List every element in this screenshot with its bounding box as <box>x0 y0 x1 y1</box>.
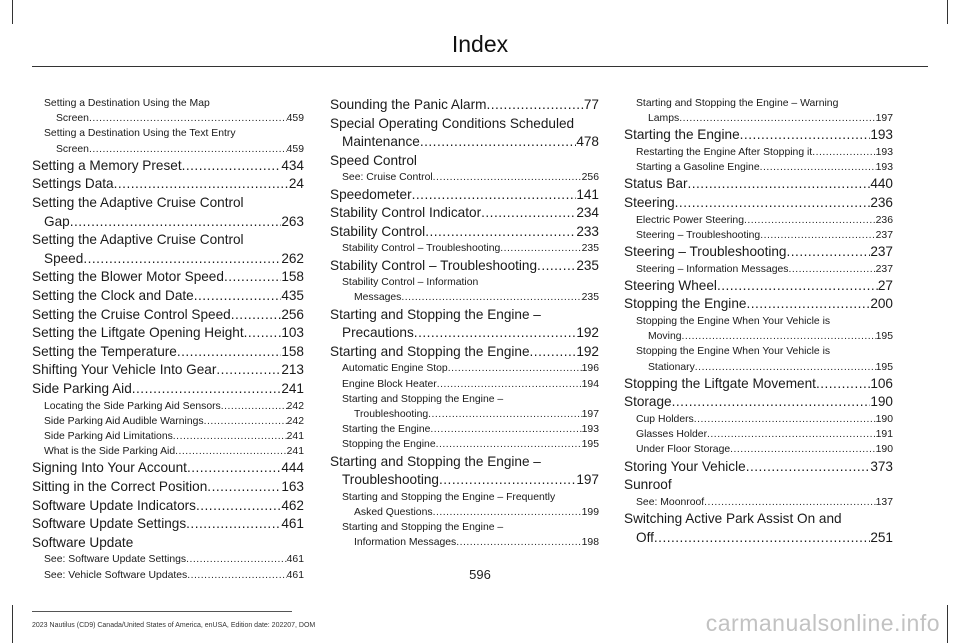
index-page-number[interactable]: 434 <box>281 157 304 173</box>
index-term: Software Update Settings <box>32 516 187 532</box>
leader-dots <box>207 478 281 497</box>
index-term: Stopping the Engine When Your Vehicle is <box>636 346 831 358</box>
leader-dots <box>760 228 875 243</box>
index-term: Stability Control – Information <box>342 277 479 289</box>
leader-dots <box>695 360 876 375</box>
index-page-number[interactable]: 461 <box>281 516 304 532</box>
leader-dots <box>221 399 287 414</box>
leader-dots <box>433 170 582 185</box>
index-page-number[interactable]: 163 <box>281 478 304 494</box>
leader-dots <box>420 133 576 152</box>
index-entry[interactable] <box>32 231 304 268</box>
index-term: Under Floor Storage <box>636 444 731 456</box>
leader-dots <box>132 380 282 399</box>
index-entry[interactable] <box>624 427 893 442</box>
leader-dots <box>672 393 871 412</box>
index-entry[interactable] <box>330 422 599 437</box>
index-entry[interactable] <box>32 126 304 156</box>
leader-dots <box>186 515 281 534</box>
index-page-number[interactable]: 236 <box>870 195 893 210</box>
crop-mark-left-top <box>12 0 13 24</box>
index-term: Starting and Stopping the Engine – <box>330 453 541 469</box>
footer-edition-text: 2023 Nautilus (CD9) Canada/United States of America, enUSA, Edition date: 202207, DOM <box>32 622 316 629</box>
index-term: Restarting the Engine After Stopping it <box>636 147 813 158</box>
index-entry[interactable] <box>330 115 599 152</box>
leader-dots <box>537 257 576 276</box>
index-term: Glasses Holder <box>636 429 708 441</box>
index-term: Steering – Troubleshooting <box>636 229 761 241</box>
leader-dots <box>173 429 287 444</box>
index-entry[interactable] <box>330 453 599 490</box>
crop-mark-left-bottom <box>12 605 13 643</box>
index-page-number[interactable]: 199 <box>581 506 599 518</box>
index-entry[interactable] <box>624 126 893 145</box>
index-term-continued: Information Messages <box>354 537 457 549</box>
leader-dots <box>746 295 870 314</box>
index-term: Special Operating Conditions Scheduled <box>330 115 575 131</box>
index-term: Sitting in the Correct Position <box>32 478 208 494</box>
index-term-continued: Troubleshooting <box>342 472 439 488</box>
index-term: See: Vehicle Software Updates <box>44 569 188 581</box>
leader-dots <box>654 529 870 548</box>
index-term: Switching Active Park Assist On and <box>624 510 842 526</box>
index-term: Starting the Engine <box>342 424 431 436</box>
index-term-continued: Off <box>636 529 654 545</box>
index-term: Stability Control – Troubleshooting <box>342 243 501 255</box>
index-term: Starting and Stopping the Engine <box>330 343 530 359</box>
index-page-number[interactable]: 459 <box>286 143 304 155</box>
page-number: 596 <box>469 567 491 582</box>
index-entry[interactable] <box>32 380 304 399</box>
index-term-continued: Troubleshooting <box>354 408 429 420</box>
leader-dots <box>425 223 576 242</box>
index-column-1 <box>32 96 304 583</box>
index-term: Starting and Stopping the Engine – <box>342 393 504 405</box>
index-term: Setting a Destination Using the Map <box>44 98 210 109</box>
index-page-number[interactable]: 197 <box>576 472 599 488</box>
leader-dots <box>740 126 871 145</box>
index-entry[interactable] <box>624 510 893 547</box>
index-term: Locating the Side Parking Aid Sensors <box>44 400 221 412</box>
leader-dots <box>83 250 281 269</box>
page-title: Index <box>451 31 509 57</box>
crop-mark-right-bottom <box>947 605 948 643</box>
leader-dots <box>679 111 875 126</box>
index-entry[interactable] <box>32 306 304 325</box>
index-entry[interactable] <box>624 295 893 314</box>
index-entry[interactable] <box>32 96 304 126</box>
leader-dots <box>682 329 876 344</box>
index-entry[interactable] <box>624 412 893 427</box>
index-entry[interactable] <box>624 213 893 228</box>
index-term: Starting and Stopping the Engine – Frequently <box>342 491 556 503</box>
index-term: See: Software Update Settings <box>44 554 187 566</box>
index-page-number[interactable]: 194 <box>581 378 599 390</box>
index-page-number[interactable]: 195 <box>581 439 599 451</box>
index-page-number[interactable]: 106 <box>870 375 893 391</box>
index-term: Setting the Liftgate Opening Height <box>32 325 244 341</box>
index-page-number[interactable]: 263 <box>281 213 304 229</box>
index-page-number[interactable]: 462 <box>281 497 304 513</box>
index-page-number[interactable]: 461 <box>286 569 304 581</box>
leader-dots <box>436 437 582 452</box>
index-entry[interactable] <box>624 96 893 126</box>
index-entry[interactable] <box>624 314 893 344</box>
index-term: Engine Block Heater <box>342 378 437 390</box>
index-page-number[interactable]: 197 <box>581 408 599 420</box>
index-entry[interactable] <box>330 520 599 550</box>
leader-dots <box>812 145 875 160</box>
index-entry[interactable] <box>32 552 304 567</box>
index-term: See: Moonroof <box>636 496 705 508</box>
index-entry[interactable] <box>624 228 893 243</box>
index-entry[interactable] <box>624 375 893 394</box>
index-term: Storage <box>624 394 672 410</box>
index-page-number[interactable]: 461 <box>286 554 304 566</box>
index-page-number[interactable]: 213 <box>281 362 304 378</box>
index-entry[interactable] <box>624 277 893 296</box>
index-term: Steering <box>624 195 675 210</box>
leader-dots <box>704 495 875 510</box>
index-term: Starting the Engine <box>624 127 740 143</box>
index-entry[interactable] <box>330 223 599 242</box>
index-entry[interactable] <box>32 515 304 534</box>
index-term: Electric Power Steering <box>636 214 744 226</box>
index-entry[interactable] <box>32 324 304 343</box>
index-entry[interactable] <box>32 343 304 362</box>
leader-dots <box>530 343 577 362</box>
leader-dots <box>746 458 871 477</box>
leader-dots <box>401 290 581 305</box>
index-entry[interactable] <box>32 157 304 176</box>
leader-dots <box>694 412 876 427</box>
index-entry[interactable] <box>330 204 599 223</box>
index-entry[interactable] <box>32 175 304 194</box>
index-term: Side Parking Aid Audible Warnings <box>44 415 204 427</box>
index-page-number[interactable]: 195 <box>875 331 893 343</box>
index-term-continued: Gap <box>44 213 70 229</box>
leader-dots <box>70 213 282 232</box>
index-entry[interactable] <box>330 152 599 171</box>
index-entry[interactable] <box>32 478 304 497</box>
index-entry[interactable] <box>32 361 304 380</box>
index-term-continued: Moving <box>648 331 682 343</box>
leader-dots <box>182 157 282 176</box>
index-entry[interactable] <box>624 262 893 277</box>
index-page-number[interactable]: 200 <box>870 296 893 312</box>
index-term: Stopping the Liftgate Movement <box>624 375 816 391</box>
index-page-number[interactable]: 235 <box>576 257 599 273</box>
leader-dots <box>175 444 287 459</box>
index-page-number[interactable]: 242 <box>286 400 304 412</box>
index-term: Starting and Stopping the Engine – <box>330 306 541 322</box>
index-page-number[interactable]: 235 <box>581 292 599 304</box>
index-entry[interactable] <box>330 241 599 256</box>
leader-dots <box>216 361 281 380</box>
index-term: Stopping the Engine <box>624 296 747 312</box>
index-term: Stopping the Engine <box>342 439 436 451</box>
index-entry[interactable] <box>330 377 599 392</box>
index-entry[interactable] <box>330 96 599 115</box>
leader-dots <box>412 186 577 205</box>
index-term: Automatic Engine Stop <box>342 363 448 375</box>
index-term: Setting a Destination Using the Text Entry <box>44 128 236 140</box>
index-term: Storing Your Vehicle <box>624 458 746 474</box>
index-entry[interactable] <box>624 194 893 213</box>
leader-dots <box>194 287 282 306</box>
index-entry[interactable] <box>32 414 304 429</box>
index-term: Setting the Cruise Control Speed <box>32 306 231 322</box>
index-term: Signing Into Your Account <box>32 460 187 476</box>
index-entry[interactable] <box>624 442 893 457</box>
index-page-number[interactable]: 137 <box>875 496 893 508</box>
index-entry[interactable] <box>330 361 599 376</box>
leader-dots <box>231 306 282 325</box>
index-term: Stopping the Engine When Your Vehicle is <box>636 315 831 327</box>
header-rule <box>32 66 928 67</box>
index-column-2 <box>330 96 599 551</box>
index-entry[interactable] <box>32 534 304 553</box>
index-term: Speedometer <box>330 186 412 202</box>
index-entry[interactable] <box>330 306 599 343</box>
index-page-number[interactable]: 192 <box>576 343 599 359</box>
leader-dots <box>744 213 876 228</box>
index-term-continued: Maintenance <box>342 134 420 150</box>
index-term: Steering – Information Messages <box>636 263 789 275</box>
leader-dots <box>224 268 281 287</box>
leader-dots <box>177 343 281 362</box>
index-term: Stability Control – Troubleshooting <box>330 257 538 273</box>
leader-dots <box>89 111 287 126</box>
index-term-continued: Stationary <box>648 361 695 373</box>
index-entry[interactable] <box>32 268 304 287</box>
index-term: Shifting Your Vehicle Into Gear <box>32 362 217 378</box>
index-term: Cup Holders <box>636 413 694 425</box>
index-page-number[interactable]: 233 <box>576 223 599 239</box>
index-term: Sunroof <box>624 477 672 493</box>
index-entry[interactable] <box>32 429 304 444</box>
index-page-number[interactable]: 158 <box>281 269 304 285</box>
index-term: Settings Data <box>32 176 114 192</box>
index-page-number[interactable]: 193 <box>875 147 893 158</box>
index-entry[interactable] <box>624 175 893 194</box>
leader-dots <box>448 361 582 376</box>
leader-dots <box>414 324 577 343</box>
index-term: Speed Control <box>330 152 417 168</box>
leader-dots <box>788 262 875 277</box>
index-term: Status Bar <box>624 176 688 192</box>
index-term: Starting and Stopping the Engine – <box>342 522 504 534</box>
index-page-number[interactable]: 24 <box>288 176 304 192</box>
index-entry[interactable] <box>330 186 599 205</box>
index-page-number[interactable]: 193 <box>870 127 893 143</box>
leader-dots <box>687 175 870 194</box>
index-entry[interactable] <box>330 490 599 520</box>
index-page-number[interactable]: 251 <box>870 529 893 545</box>
index-term: Software Update <box>32 534 134 550</box>
leader-dots <box>816 375 870 394</box>
index-page-number[interactable]: 440 <box>870 176 893 192</box>
leader-dots <box>437 377 582 392</box>
index-entry[interactable] <box>32 459 304 478</box>
index-term: Setting the Adaptive Cruise Control <box>32 195 244 210</box>
index-entry[interactable] <box>624 458 893 477</box>
index-term-continued: Precautions <box>342 325 414 341</box>
index-term: Setting the Adaptive Cruise Control <box>32 232 244 248</box>
index-page-number[interactable]: 237 <box>875 263 893 275</box>
index-page-number[interactable]: 241 <box>286 430 304 442</box>
index-page-number[interactable]: 193 <box>875 162 893 174</box>
index-entry[interactable] <box>330 343 599 362</box>
index-term: Sounding the Panic Alarm <box>330 97 487 112</box>
leader-dots <box>456 535 581 550</box>
index-entry[interactable] <box>330 257 599 276</box>
index-page-number[interactable]: 141 <box>576 186 599 202</box>
leader-dots <box>196 497 281 516</box>
leader-dots <box>428 407 582 422</box>
leader-dots <box>114 175 289 194</box>
index-term: What is the Side Parking Aid <box>44 446 176 458</box>
leader-dots <box>433 505 582 520</box>
index-page-number[interactable]: 242 <box>286 415 304 427</box>
index-page-number[interactable]: 256 <box>581 172 599 184</box>
index-page-number[interactable]: 27 <box>877 277 893 293</box>
index-page-number[interactable]: 198 <box>581 537 599 549</box>
leader-dots <box>707 427 876 442</box>
leader-dots <box>500 241 581 256</box>
leader-dots <box>186 552 287 567</box>
index-term: See: Cruise Control <box>342 172 433 184</box>
index-entry[interactable] <box>32 497 304 516</box>
index-term: Starting and Stopping the Engine – Warning <box>636 98 839 109</box>
index-page-number[interactable]: 241 <box>281 380 304 396</box>
index-page-number[interactable]: 373 <box>870 458 893 474</box>
index-page-number[interactable]: 103 <box>281 325 304 341</box>
footer-rule <box>32 611 292 612</box>
index-page-number[interactable]: 192 <box>576 325 599 341</box>
index-entry[interactable] <box>624 476 893 495</box>
index-page-number[interactable]: 191 <box>875 429 893 441</box>
leader-dots <box>481 204 576 223</box>
index-page-number[interactable]: 197 <box>875 113 893 125</box>
index-term: Side Parking Aid Limitations <box>44 430 173 442</box>
index-entry[interactable] <box>330 275 599 305</box>
index-term: Steering – Troubleshooting <box>624 244 787 259</box>
index-page-number[interactable]: 190 <box>875 413 893 425</box>
index-page-number[interactable]: 235 <box>581 243 599 255</box>
index-entry[interactable] <box>32 399 304 414</box>
index-page-number[interactable]: 435 <box>281 287 304 303</box>
index-page-number[interactable]: 241 <box>286 446 304 458</box>
index-term: Setting the Temperature <box>32 343 177 359</box>
leader-dots <box>430 422 581 437</box>
leader-dots <box>486 96 583 115</box>
index-page-number[interactable]: 256 <box>281 306 304 322</box>
leader-dots <box>786 243 870 262</box>
index-page-number[interactable]: 234 <box>576 205 599 221</box>
index-entry[interactable] <box>32 444 304 459</box>
index-page-number[interactable]: 196 <box>581 363 599 375</box>
index-term: Setting the Clock and Date <box>32 287 194 303</box>
index-entry[interactable] <box>624 344 893 374</box>
index-entry[interactable] <box>330 170 599 185</box>
index-page-number[interactable]: 193 <box>581 424 599 436</box>
index-entry[interactable] <box>624 393 893 412</box>
index-term: Steering Wheel <box>624 277 717 293</box>
index-entry[interactable] <box>624 160 893 175</box>
index-page-number[interactable]: 77 <box>583 97 599 112</box>
index-page-number[interactable]: 237 <box>870 244 893 259</box>
index-page-number[interactable]: 262 <box>281 250 304 266</box>
index-term-continued: Asked Questions <box>354 506 433 518</box>
leader-dots <box>439 471 576 490</box>
index-entry[interactable] <box>32 194 304 231</box>
index-entry[interactable] <box>624 145 893 160</box>
index-page-number[interactable]: 459 <box>286 113 304 125</box>
index-entry[interactable] <box>330 437 599 452</box>
index-page-number[interactable]: 237 <box>875 229 893 241</box>
index-term: Software Update Indicators <box>32 497 196 513</box>
index-entry[interactable] <box>624 495 893 510</box>
leader-dots <box>717 277 878 296</box>
index-page-number[interactable]: 190 <box>870 394 893 410</box>
leader-dots <box>89 142 287 157</box>
index-entry[interactable] <box>624 243 893 262</box>
index-term: Stability Control Indicator <box>330 205 482 221</box>
leader-dots <box>730 442 876 457</box>
index-term: Setting the Blower Motor Speed <box>32 269 224 285</box>
leader-dots <box>187 459 281 478</box>
index-term: Setting a Memory Preset <box>32 157 182 173</box>
index-term-continued: Screen <box>56 143 89 155</box>
leader-dots <box>204 414 287 429</box>
index-page-number[interactable]: 478 <box>576 134 599 150</box>
leader-dots <box>760 160 876 175</box>
index-term: Stability Control <box>330 223 426 239</box>
index-page-number[interactable]: 236 <box>875 214 893 226</box>
index-entry[interactable] <box>32 287 304 306</box>
index-term-continued: Lamps <box>648 113 680 125</box>
index-page-number[interactable]: 444 <box>281 460 304 476</box>
index-page-number[interactable]: 195 <box>875 361 893 373</box>
index-term: Starting a Gasoline Engine <box>636 162 760 174</box>
index-term-continued: Messages <box>354 292 402 304</box>
index-entry[interactable] <box>330 392 599 422</box>
index-column-3 <box>624 96 893 547</box>
index-page-number[interactable]: 190 <box>875 444 893 456</box>
leader-dots <box>675 194 871 213</box>
index-term: Side Parking Aid <box>32 380 132 396</box>
index-term-continued: Screen <box>56 113 89 125</box>
index-page-number[interactable]: 158 <box>281 343 304 359</box>
leader-dots <box>244 324 282 343</box>
watermark: carmanualsonline.info <box>705 610 940 636</box>
index-term-continued: Speed <box>44 250 84 266</box>
crop-mark-right-top <box>947 0 948 24</box>
